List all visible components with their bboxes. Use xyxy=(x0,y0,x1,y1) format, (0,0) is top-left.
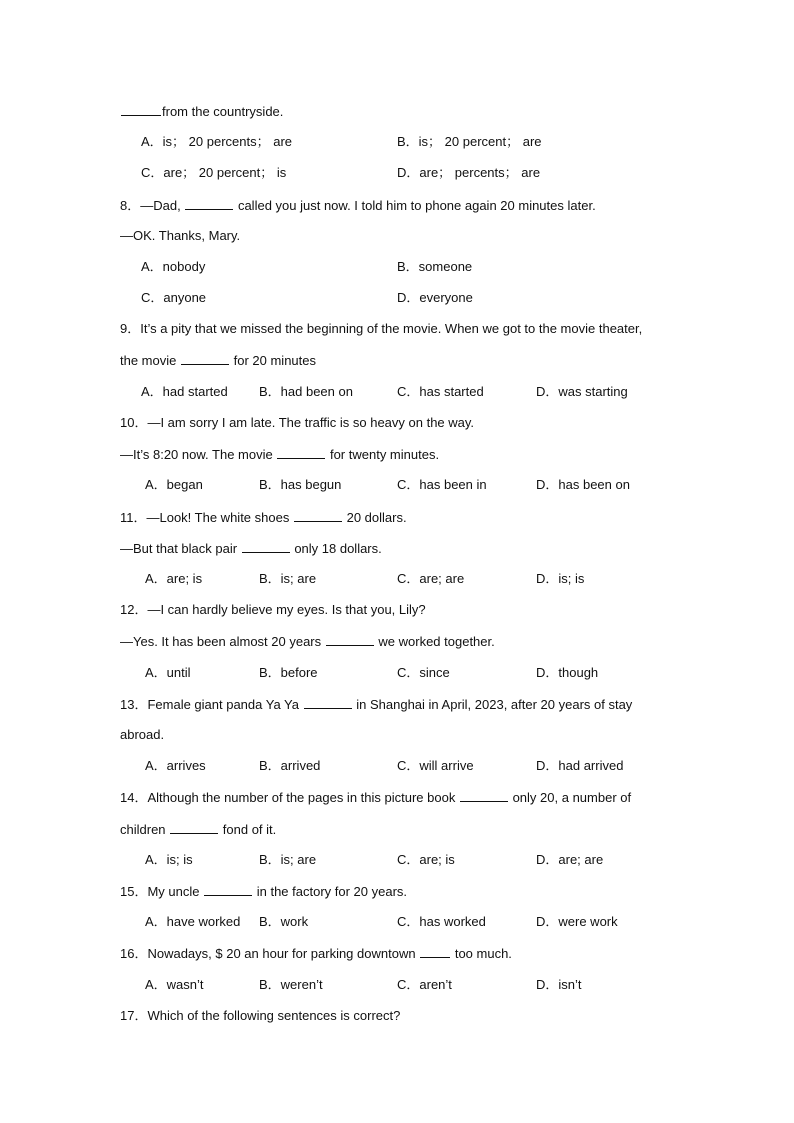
q12-question-cont: —Yes. It has been almost 20 years we worked together. xyxy=(120,634,495,649)
q7-option-d[interactable]: D．are； percents； are xyxy=(397,165,541,180)
q12-question: 12．—I can hardly believe my eyes. Is that you, Lily? xyxy=(120,602,426,617)
q14-option-b[interactable]: B．is; are xyxy=(259,852,317,867)
q9-option-b[interactable]: B．had been on xyxy=(259,384,353,399)
q16-option-c[interactable]: C．aren’t xyxy=(397,977,452,992)
q14-option-d[interactable]: D．are; are xyxy=(536,852,604,867)
q11-option-b[interactable]: B．is; are xyxy=(259,571,317,586)
q7-option-a[interactable]: A．is； 20 percents； are xyxy=(141,134,293,149)
q13-option-c[interactable]: C．will arrive xyxy=(397,758,474,773)
q12-option-c[interactable]: C．since xyxy=(397,665,450,680)
q11-option-d[interactable]: D．is; is xyxy=(536,571,585,586)
q13-option-a[interactable]: A．arrives xyxy=(145,758,206,773)
q11-question-cont: —But that black pair only 18 dollars. xyxy=(120,541,382,556)
q13-option-d[interactable]: D．had arrived xyxy=(536,758,624,773)
q16-option-d[interactable]: D．isn’t xyxy=(536,977,582,992)
q15-option-d[interactable]: D．were work xyxy=(536,914,618,929)
answer-blank xyxy=(121,103,161,116)
q12-option-a[interactable]: A．until xyxy=(145,665,191,680)
answer-blank xyxy=(185,197,233,210)
q8-option-a[interactable]: A．nobody xyxy=(141,259,206,274)
q11-option-a[interactable]: A．are; is xyxy=(145,571,203,586)
q14-option-c[interactable]: C．are; is xyxy=(397,852,455,867)
q15-question: 15．My uncle in the factory for 20 years. xyxy=(120,884,408,899)
q14-question: 14．Although the number of the pages in this picture book only 20, a number of xyxy=(120,790,632,805)
q11-question: 11．—Look! The white shoes 20 dollars. xyxy=(120,510,407,525)
q7-option-b[interactable]: B．is； 20 percent； are xyxy=(397,134,542,149)
q17-question: 17．Which of the following sentences is correct? xyxy=(120,1008,401,1023)
q10-option-a[interactable]: A．began xyxy=(145,477,203,492)
q9-question-cont: the movie for 20 minutes xyxy=(120,353,316,368)
q12-option-d[interactable]: D．though xyxy=(536,665,599,680)
q10-question: 10．—I am sorry I am late. The traffic is so heavy on the way. xyxy=(120,415,475,430)
q9-option-d[interactable]: D．was starting xyxy=(536,384,628,399)
answer-blank xyxy=(460,789,508,802)
answer-blank xyxy=(420,945,450,958)
q16-question: 16．Nowadays, $ 20 an hour for parking downtown too much. xyxy=(120,946,512,961)
q8-option-d[interactable]: D．everyone xyxy=(397,290,473,305)
q12-option-b[interactable]: B．before xyxy=(259,665,318,680)
q13-option-b[interactable]: B．arrived xyxy=(259,758,321,773)
answer-blank xyxy=(170,821,218,834)
q15-option-b[interactable]: B．work xyxy=(259,914,309,929)
q13-question-cont: abroad. xyxy=(120,727,165,742)
q14-question-cont: children fond of it. xyxy=(120,822,277,837)
q7-continuation: from the countryside. xyxy=(120,103,283,120)
q10-question-cont: —It’s 8:20 now. The movie for twenty minutes. xyxy=(120,447,440,462)
q9-option-a[interactable]: A．had started xyxy=(141,384,228,399)
q10-option-b[interactable]: B．has begun xyxy=(259,477,342,492)
q14-option-a[interactable]: A．is; is xyxy=(145,852,193,867)
answer-blank xyxy=(277,446,325,459)
answer-blank xyxy=(242,540,290,553)
q9-option-c[interactable]: C．has started xyxy=(397,384,484,399)
q7-option-c[interactable]: C．are； 20 percent； is xyxy=(141,165,287,180)
q8-question: 8．—Dad, called you just now. I told him to phone again 20 minutes later. xyxy=(120,198,596,213)
q13-question: 13．Female giant panda Ya Ya in Shanghai in April, 2023, after 20 years of stay xyxy=(120,697,633,712)
q15-option-c[interactable]: C．has worked xyxy=(397,914,486,929)
q11-option-c[interactable]: C．are; are xyxy=(397,571,465,586)
q16-option-b[interactable]: B．weren’t xyxy=(259,977,323,992)
answer-blank xyxy=(294,509,342,522)
q8-reply: —OK. Thanks, Mary. xyxy=(120,228,241,243)
answer-blank xyxy=(204,883,252,896)
q10-option-d[interactable]: D．has been on xyxy=(536,477,630,492)
q9-question: 9．It’s a pity that we missed the beginning of the movie. When we got to the movie theater, xyxy=(120,321,643,336)
q10-option-c[interactable]: C．has been in xyxy=(397,477,487,492)
answer-blank xyxy=(181,352,229,365)
q16-option-a[interactable]: A．wasn’t xyxy=(145,977,204,992)
answer-blank xyxy=(304,696,352,709)
q8-option-b[interactable]: B．someone xyxy=(397,259,473,274)
answer-blank xyxy=(326,633,374,646)
q15-option-a[interactable]: A．have worked xyxy=(145,914,241,929)
q8-option-c[interactable]: C．anyone xyxy=(141,290,207,305)
